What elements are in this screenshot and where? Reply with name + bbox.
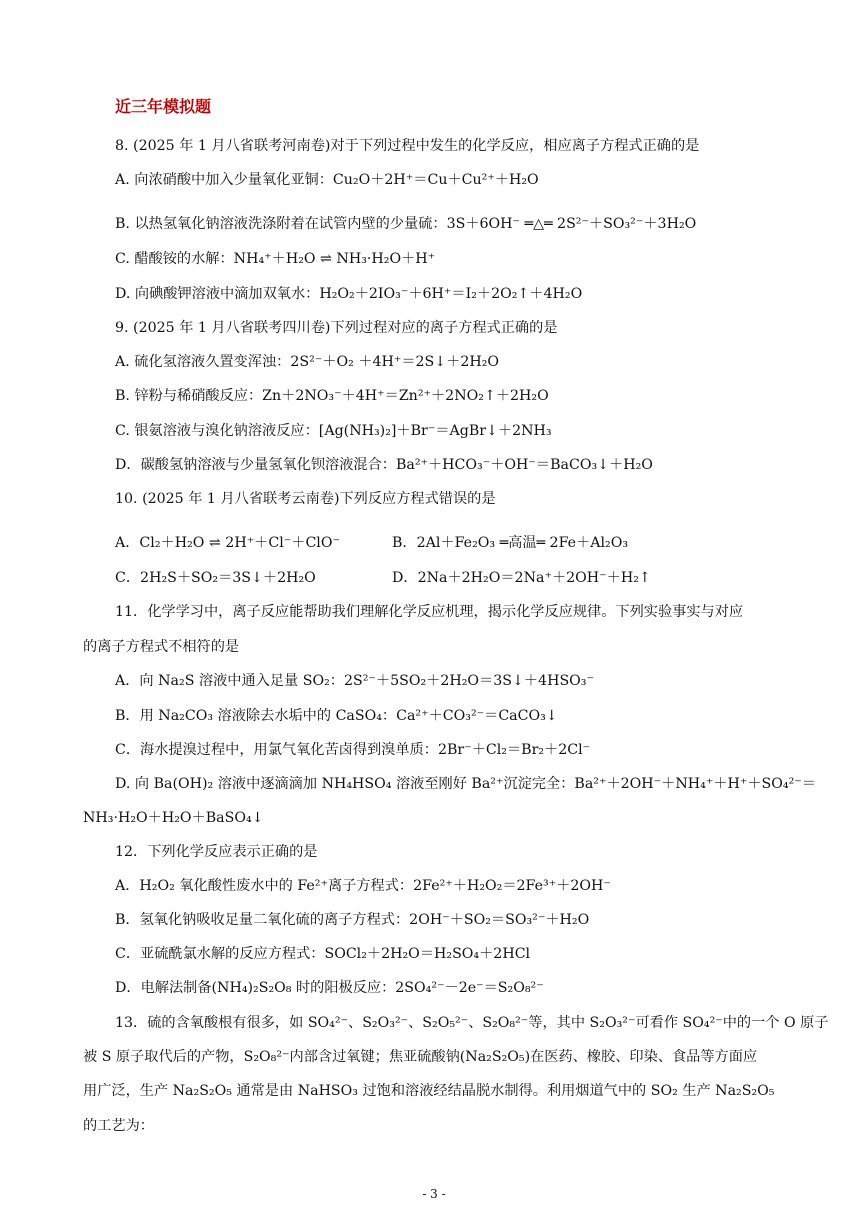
q9-stem: 9. (2025 年 1 月八省联考四川卷)下列过程对应的离子方程式正确的是: [115, 320, 558, 336]
q8-option-c: C. 醋酸铵的水解：NH₄⁺＋H₂O ⇌ NH₃·H₂O＋H⁺: [115, 251, 436, 267]
q12-option-a: A．H₂O₂ 氧化酸性废水中的 Fe²⁺离子方程式：2Fe²⁺＋H₂O₂＝2Fe³⁺＋2OH⁻: [115, 878, 611, 894]
q11-option-d-line1: D. 向 Ba(OH)₂ 溶液中逐滴滴加 NH₄HSO₄ 溶液至刚好 Ba²⁺沉淀完全：Ba²⁺＋2OH⁻＋NH₄⁺＋H⁺＋SO₄²⁻＝: [115, 776, 816, 792]
q8-option-d: D. 向碘酸钾溶液中滴加双氧水：H₂O₂＋2IO₃⁻＋6H⁺＝I₂＋2O₂↑＋4H₂O: [115, 286, 583, 302]
q12-option-b: B．氢氧化钠吸收足量二氧化硫的离子方程式：2OH⁻＋SO₂＝SO₃²⁻＋H₂O: [115, 912, 590, 928]
q9-option-b: B. 锌粉与稀硝酸反应：Zn＋2NO₃⁻＋4H⁺＝Zn²⁺＋2NO₂↑＋2H₂O: [115, 388, 549, 404]
page-number: - 3 -: [422, 1187, 446, 1201]
q11-stem-line1: 11．化学学习中，离子反应能帮助我们理解化学反应机理，揭示化学反应规律。下列实验事实与对应: [115, 604, 744, 620]
q8-stem: 8. (2025 年 1 月八省联考河南卷)对于下列过程中发生的化学反应，相应离子方程式正确的是: [115, 138, 700, 154]
q11-option-a: A．向 Na₂S 溶液中通入足量 SO₂：2S²⁻＋5SO₂＋2H₂O＝3S↓＋4HSO₃⁻: [115, 673, 594, 689]
q11-stem-line2: 的离子方程式不相符的是: [83, 639, 240, 655]
q10-option-c: C．2H₂S＋SO₂＝3S↓＋2H₂O: [115, 570, 316, 586]
q9-option-c: C. 银氨溶液与溴化钠溶液反应：[Ag(NH₃)₂]＋Br⁻＝AgBr↓＋2NH₃: [115, 423, 552, 439]
q10-option-a: A．Cl₂＋H₂O ⇌ 2H⁺＋Cl⁻＋ClO⁻: [115, 535, 340, 551]
q12-option-d: D．电解法制备(NH₄)₂S₂O₈ 时的阳极反应：2SO₄²⁻－2e⁻＝S₂O₈²⁻: [115, 980, 544, 996]
section-heading: 近三年模拟题: [115, 97, 212, 116]
q13-line3: 用广泛，生产 Na₂S₂O₅ 通常是由 NaHSO₃ 过饱和溶液经结晶脱水制得。利用烟道气中的 SO₂ 生产 Na₂S₂O₅: [83, 1083, 775, 1099]
q8-option-b: B. 以热氢氧化钠溶液洗涤附着在试管内壁的少量硫：3S＋6OH⁻ ═△═ 2S²⁻＋SO₃²⁻＋3H₂O: [115, 216, 697, 232]
q10-stem: 10. (2025 年 1 月八省联考云南卷)下列反应方程式错误的是: [115, 491, 496, 507]
q13-line2: 被 S 原子取代后的产物，S₂O₈²⁻内部含过氧键；焦亚硫酸钠(Na₂S₂O₅)在医药、橡胶、印染、食品等方面应: [83, 1049, 758, 1065]
q12-stem: 12．下列化学反应表示正确的是: [115, 844, 318, 860]
q9-option-d: D．碳酸氢钠溶液与少量氢氧化钡溶液混合：Ba²⁺＋HCO₃⁻＋OH⁻＝BaCO₃↓＋H₂O: [115, 457, 653, 473]
q11-option-d-line2: NH₃·H₂O＋H₂O＋BaSO₄↓: [83, 810, 264, 826]
q8-option-a: A. 向浓硝酸中加入少量氧化亚铜：Cu₂O＋2H⁺＝Cu＋Cu²⁺＋H₂O: [115, 172, 539, 188]
q10-option-b: B．2Al＋Fe₂O₃ ═高温═ 2Fe＋Al₂O₃: [392, 535, 629, 551]
q12-option-c: C．亚硫酰氯水解的反应方程式：SOCl₂＋2H₂O＝H₂SO₄＋2HCl: [115, 946, 531, 962]
q13-line4: 的工艺为：: [83, 1118, 154, 1134]
q10-option-d: D．2Na＋2H₂O＝2Na⁺＋2OH⁻＋H₂↑: [392, 570, 651, 586]
q13-line1: 13．硫的含氧酸根有很多，如 SO₄²⁻、S₂O₃²⁻、S₂O₅²⁻、S₂O₈²⁻等，其中 S₂O₃²⁻可看作 SO₄²⁻中的一个 O 原子: [115, 1015, 829, 1031]
q11-option-c: C．海水提溴过程中，用氯气氧化苦卤得到溴单质：2Br⁻＋Cl₂＝Br₂＋2Cl⁻: [115, 742, 591, 758]
q9-option-a: A. 硫化氢溶液久置变浑浊：2S²⁻＋O₂ ＋4H⁺＝2S↓＋2H₂O: [115, 354, 500, 370]
q11-option-b: B．用 Na₂CO₃ 溶液除去水垢中的 CaSO₄：Ca²⁺＋CO₃²⁻＝CaCO₃↓: [115, 708, 558, 724]
